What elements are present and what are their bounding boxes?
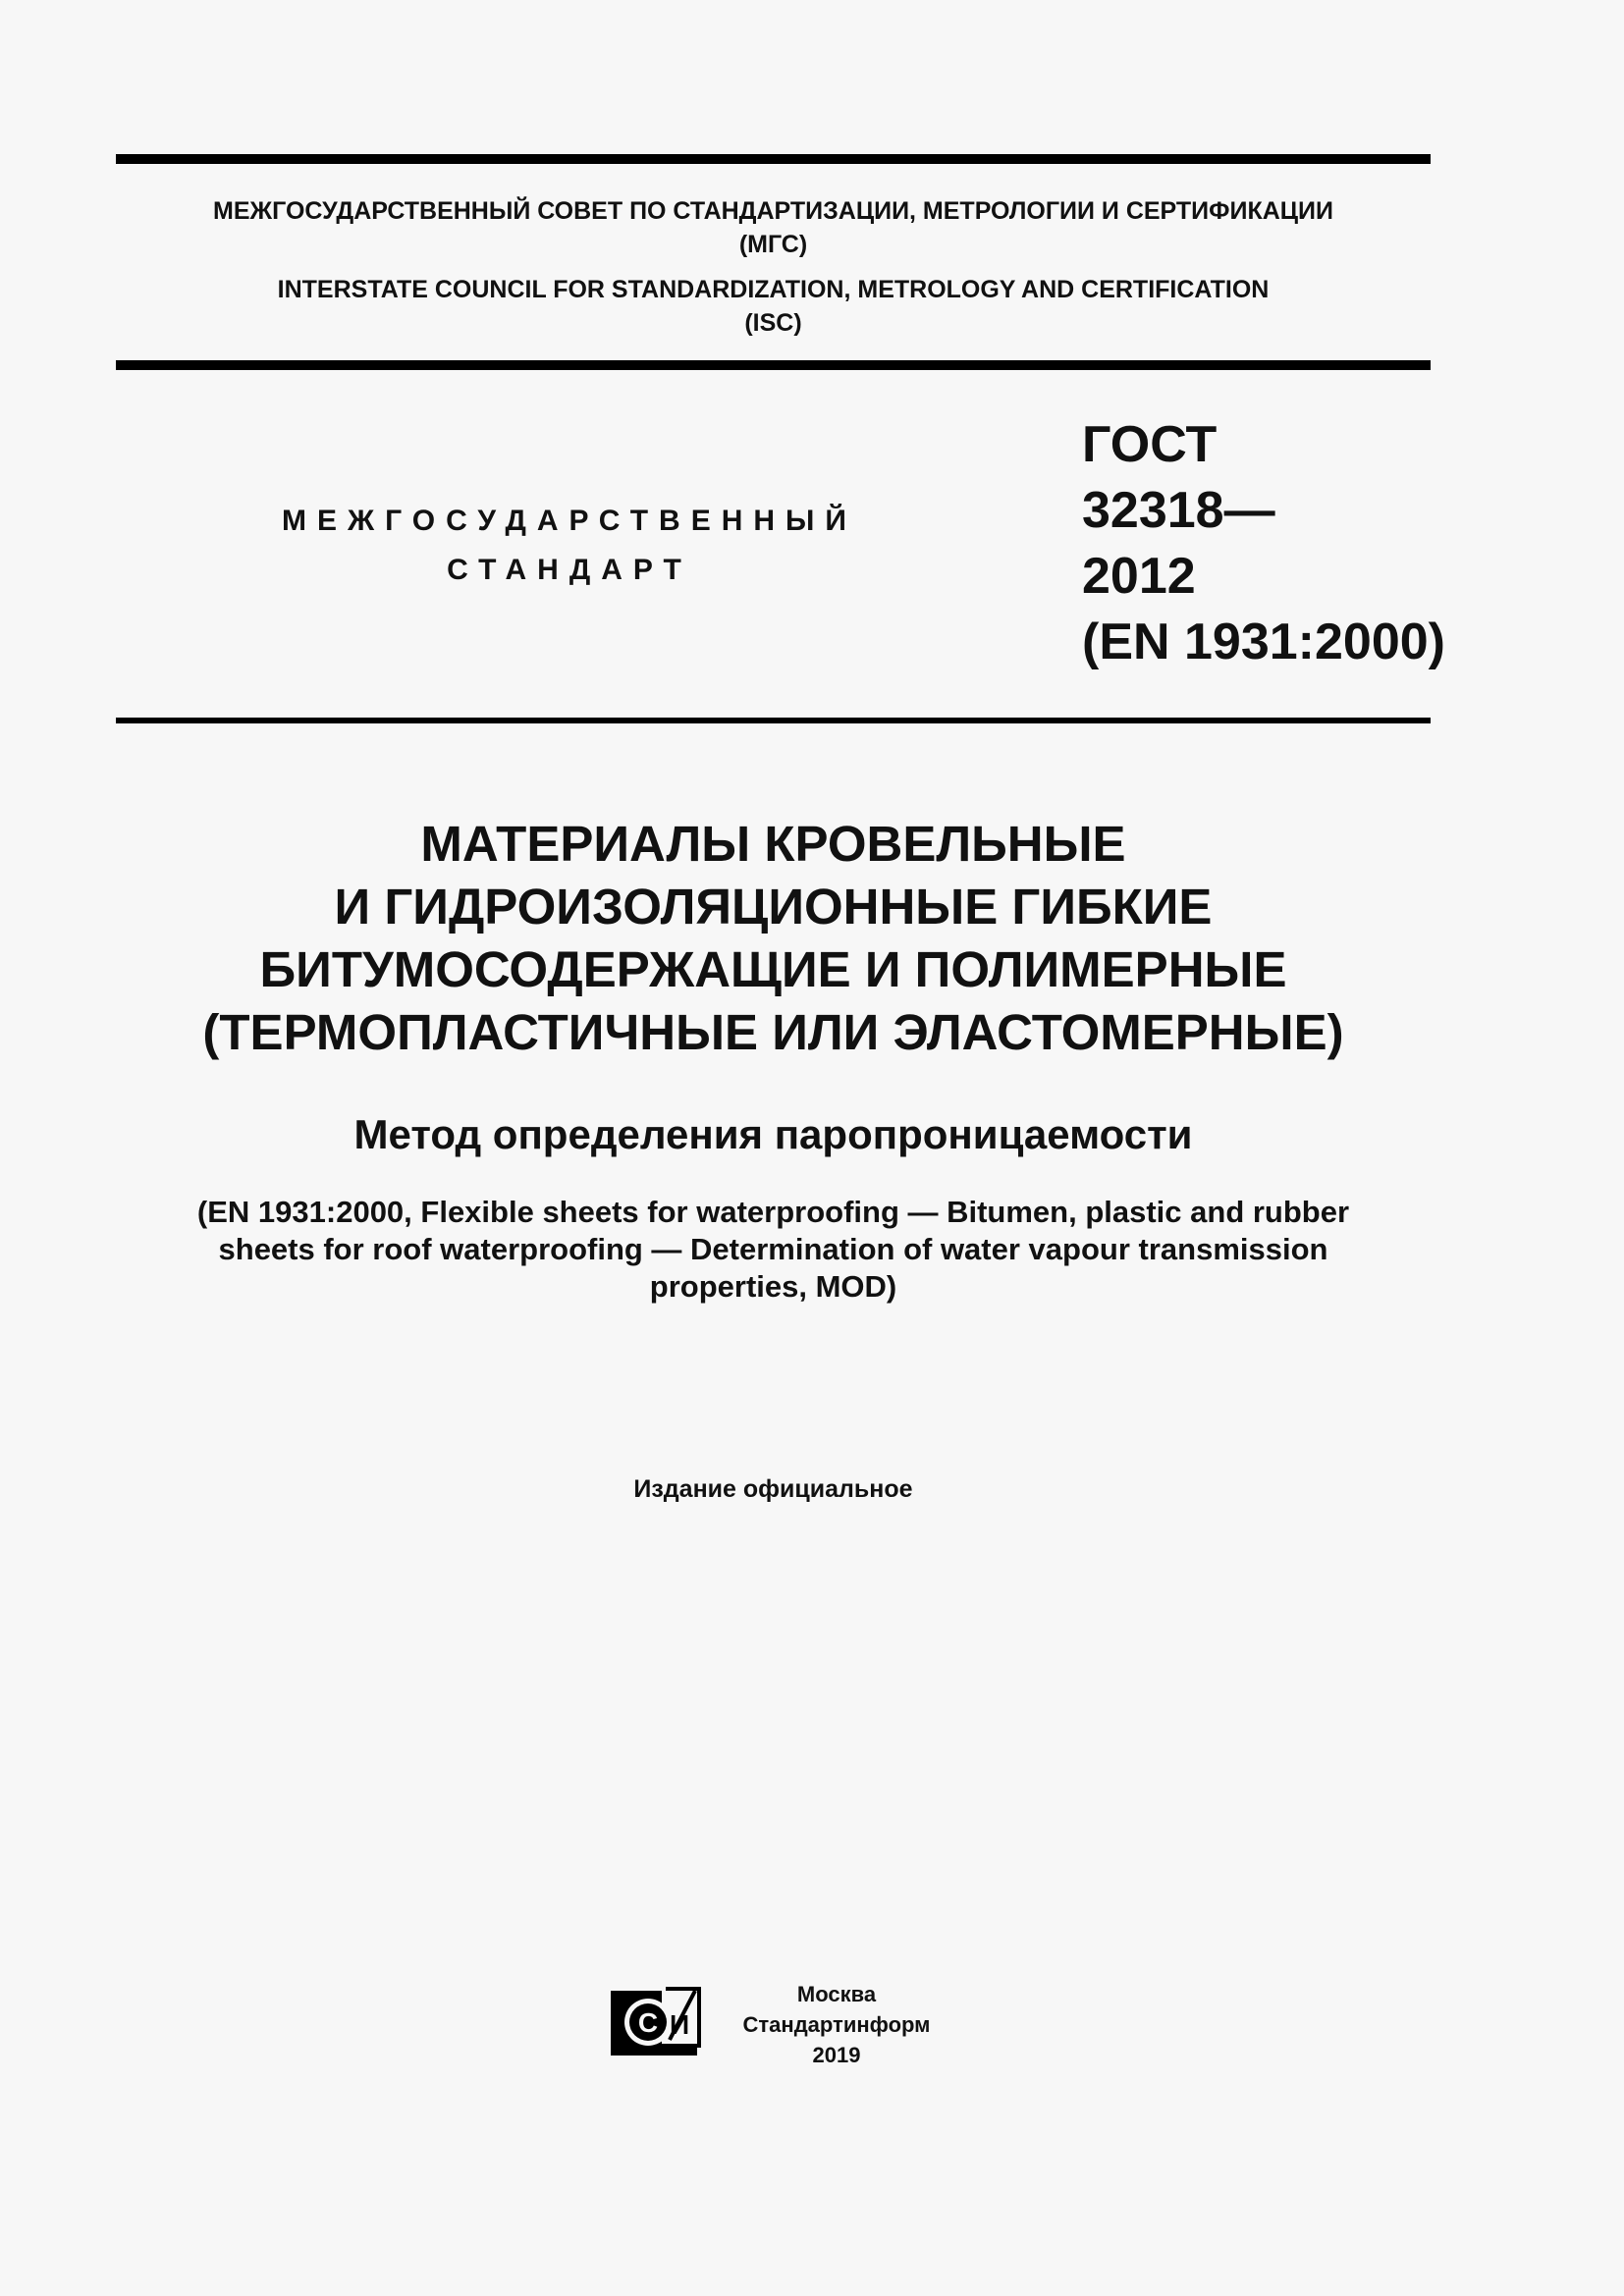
official-edition-note: Издание официальное: [633, 1475, 913, 1503]
council-block: [116, 194, 1431, 340]
publisher-name: Стандартинформ: [742, 2012, 931, 2037]
gost-line2: 32318—: [1082, 482, 1275, 539]
title-line3: БИТУМОСОДЕРЖАЩИЕ И ПОЛИМЕРНЫЕ: [259, 941, 1287, 997]
designation-rule: [116, 718, 1431, 723]
english-title-line2: sheets for roof waterproofing — Determination of water vapour transmission: [218, 1232, 1328, 1266]
english-title-line3: properties, MOD): [649, 1269, 897, 1304]
standard-label-line2: СТАНДАРТ: [447, 554, 692, 586]
english-title-line1: (EN 1931:2000, Flexible sheets for waterproofing — Bitumen, plastic and rubber: [196, 1195, 1350, 1229]
logo-lettering: С: [637, 2007, 659, 2038]
standartinform-logo-icon: [611, 1983, 705, 2057]
gost-line4: (EN 1931:2000): [1082, 614, 1445, 670]
logo-lettering-i: И: [669, 2009, 690, 2040]
council-ru-line2: (МГС): [738, 231, 808, 258]
document-subtitle: Метод определения паропроницаемости: [353, 1111, 1193, 1157]
document-title: [116, 813, 1431, 1064]
title-line4: (ТЕРМОПЛАСТИЧНЫЕ ИЛИ ЭЛАСТОМЕРНЫЕ): [202, 1004, 1344, 1060]
publisher-city: Москва: [796, 1982, 877, 2006]
publication-year: 2019: [812, 2043, 861, 2067]
top-rule: [116, 154, 1431, 164]
gost-line1: ГОСТ: [1082, 416, 1218, 473]
council-ru-line1: МЕЖГОСУДАРСТВЕННЫЙ СОВЕТ ПО СТАНДАРТИЗАЦИИ, МЕТРОЛОГИИ И СЕРТИФИКАЦИИ: [213, 197, 1333, 225]
council-en-line1: INTERSTATE COUNCIL FOR STANDARDIZATION, METROLOGY AND CERTIFICATION: [277, 276, 1270, 303]
publisher-block: [729, 1979, 945, 2070]
title-line1: МАТЕРИАЛЫ КРОВЕЛЬНЫЕ: [420, 816, 1126, 872]
council-en-line2: (ISC): [744, 309, 802, 337]
english-title: [116, 1194, 1431, 1306]
gost-designation: [1082, 412, 1445, 675]
gost-line3: 2012: [1082, 548, 1196, 605]
standard-label-line1: МЕЖГОСУДАРСТВЕННЫЙ: [282, 505, 857, 537]
header-bottom-rule: [116, 360, 1431, 370]
standard-label: [245, 497, 893, 595]
title-line2: И ГИДРОИЗОЛЯЦИОННЫЕ ГИБКИЕ: [334, 879, 1213, 934]
